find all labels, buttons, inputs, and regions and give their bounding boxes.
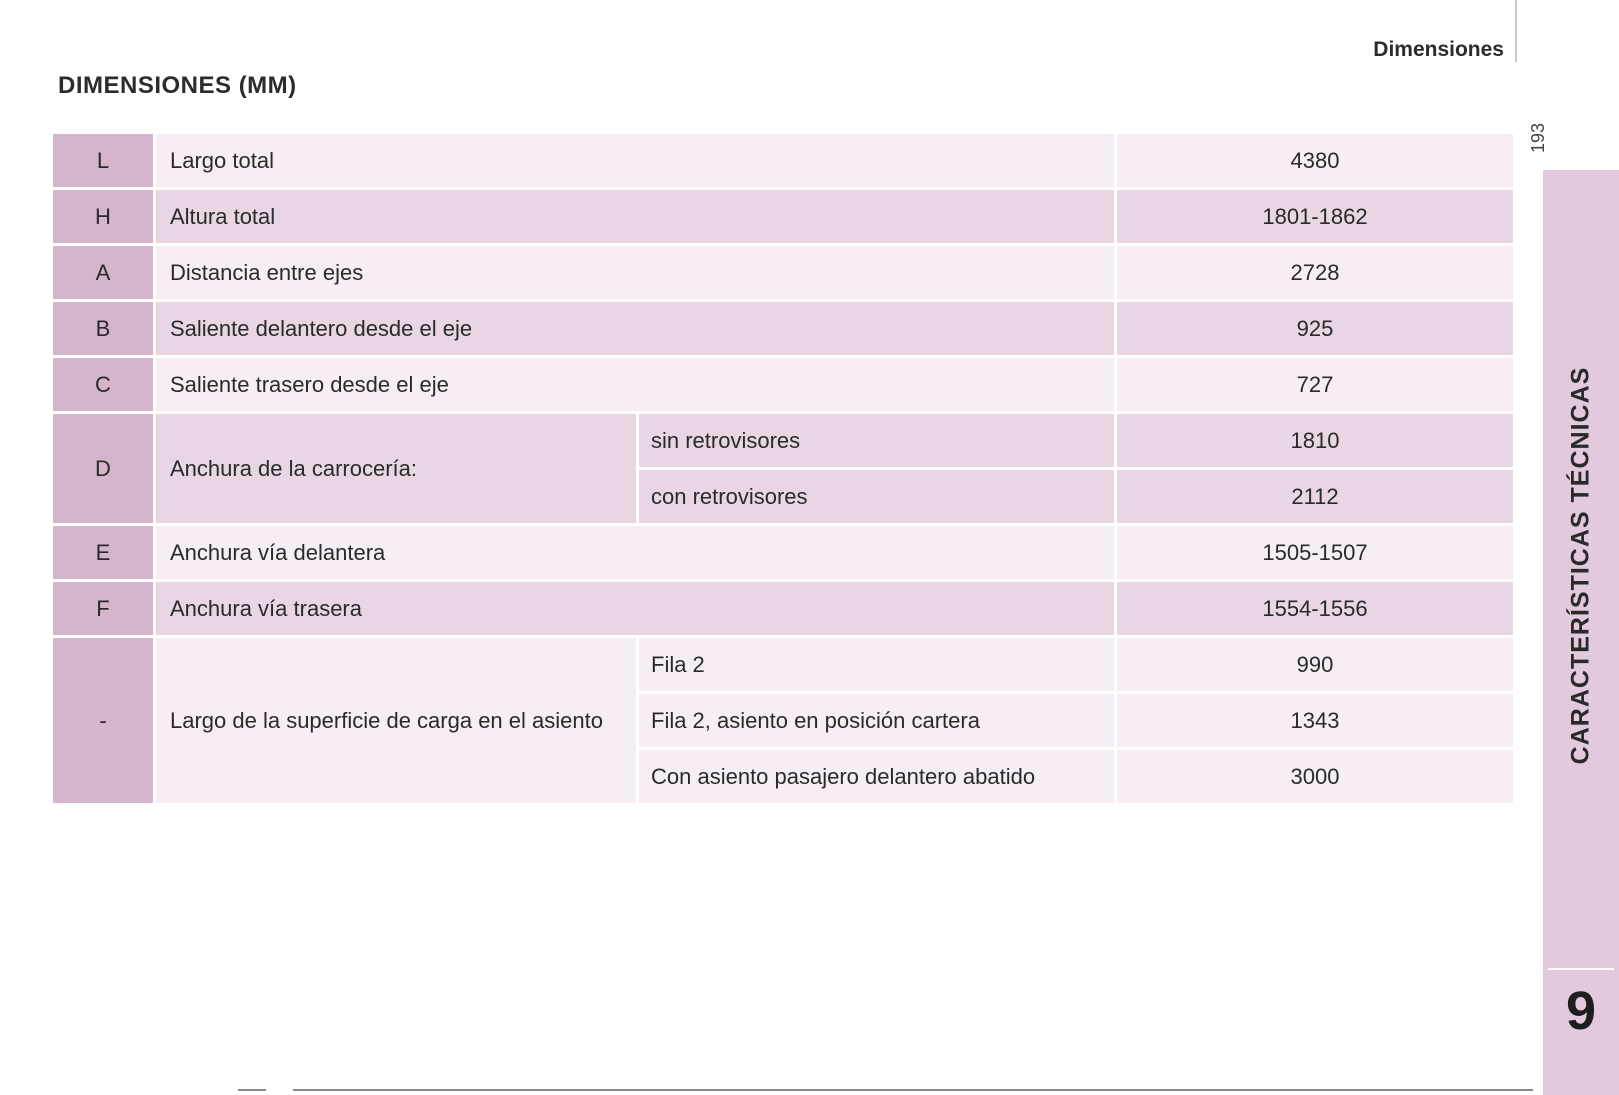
table-row-label: Saliente delantero desde el eje [156, 302, 1114, 355]
table-row-label: Distancia entre ejes [156, 246, 1114, 299]
table-row-label: Saliente trasero desde el eje [156, 358, 1114, 411]
table-row-value: 2728 [1117, 246, 1513, 299]
table-row-value: 925 [1117, 302, 1513, 355]
table-subrow-label: Fila 2 [639, 638, 1114, 691]
page-title: DIMENSIONES (MM) [58, 72, 297, 99]
table-subrow-label: Fila 2, asiento en posición cartera [639, 694, 1114, 747]
table-subrow-value: 990 [1117, 638, 1513, 691]
chapter-number: 9 [1565, 981, 1597, 1041]
header-divider [1515, 0, 1517, 62]
table-row-code: L [53, 134, 153, 187]
table-row-label: Anchura vía delantera [156, 526, 1114, 579]
table-row-value: 1801-1862 [1117, 190, 1513, 243]
table-row-label: Anchura de la carrocería: [156, 414, 636, 523]
chapter-tab-label-wrap [1543, 170, 1619, 960]
table-row-code: A [53, 246, 153, 299]
footer-rule-long [293, 1089, 1533, 1091]
table-subrow-value: 3000 [1117, 750, 1513, 803]
table-subrow-value: 1343 [1117, 694, 1513, 747]
table-row-code: F [53, 582, 153, 635]
table-row-value: 4380 [1117, 134, 1513, 187]
table-row-code: E [53, 526, 153, 579]
table-row-label: Altura total [156, 190, 1114, 243]
page-number: 193 [1528, 122, 1548, 154]
table-row-label: Largo de la superficie de carga en el asiento [156, 638, 636, 803]
table-subrow-label: con retrovisores [639, 470, 1114, 523]
table-row-code: C [53, 358, 153, 411]
table-subrow-value: 1810 [1117, 414, 1513, 467]
table-subrow-label: Con asiento pasajero delantero abatido [639, 750, 1114, 803]
chapter-tab-divider [1548, 968, 1614, 970]
table-row-code: D [53, 414, 153, 523]
table-row-value: 727 [1117, 358, 1513, 411]
table-row-code: H [53, 190, 153, 243]
table-row-label: Largo total [156, 134, 1114, 187]
table-subrow-value: 2112 [1117, 470, 1513, 523]
table-row-value: 1505-1507 [1117, 526, 1513, 579]
table-row-code: - [53, 638, 153, 803]
section-header: Dimensiones [1373, 38, 1504, 61]
table-row-label: Anchura vía trasera [156, 582, 1114, 635]
chapter-tab-label: CARACTERÍSTICAS TÉCNICAS [1566, 366, 1595, 764]
table-subrow-label: sin retrovisores [639, 414, 1114, 467]
table-row-value: 1554-1556 [1117, 582, 1513, 635]
dimensions-table [53, 134, 1513, 803]
table-row-code: B [53, 302, 153, 355]
footer-rule-short [238, 1089, 266, 1091]
